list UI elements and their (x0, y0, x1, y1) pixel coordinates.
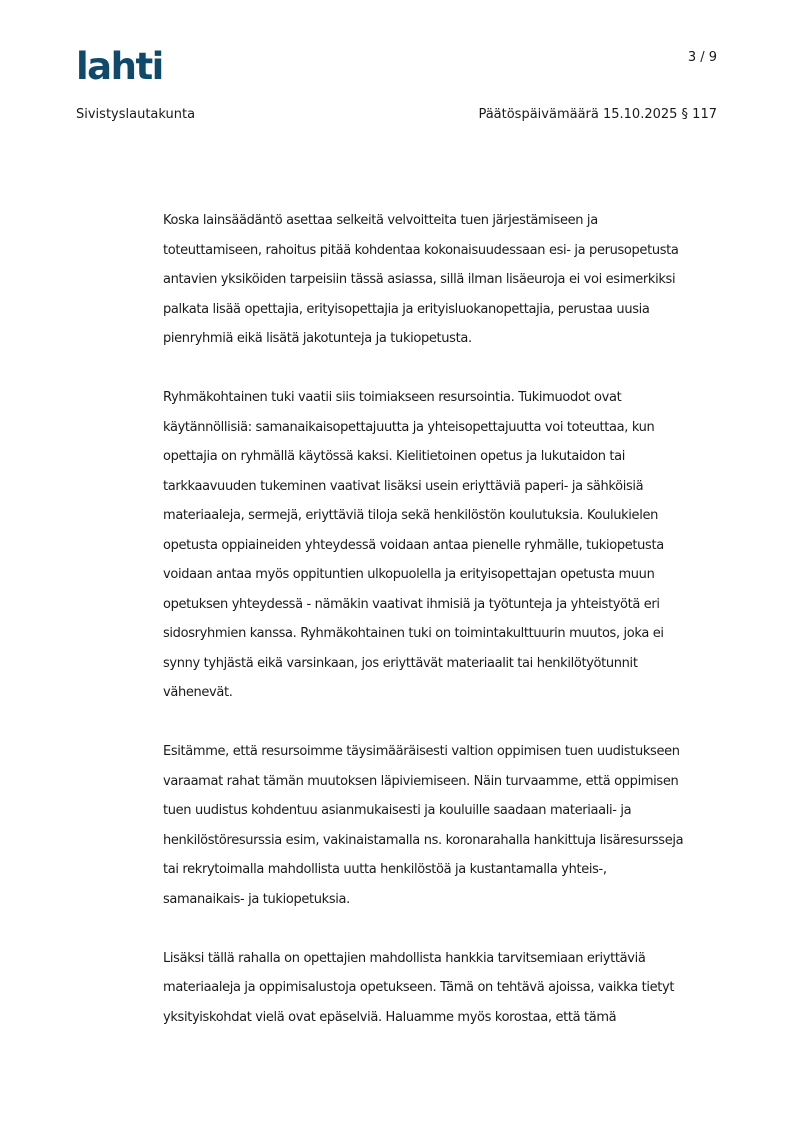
text-line: toteuttamiseen, rahoitus pitää kohdentaa kokonaisuudessaan esi- ja perusopetusta (163, 242, 679, 258)
committee-name: Sivistyslautakunta (76, 107, 196, 122)
document-header (76, 107, 717, 122)
text-line: sidosryhmien kanssa. Ryhmäkohtainen tuki on toimintakulttuurin muutos, joka ei (163, 626, 664, 641)
text-line: voidaan antaa myös oppituntien ulkopuolella ja erityisopettajan opetusta muun (163, 567, 655, 582)
text-line: materiaaleja ja oppimisalustoja opetukseen. Tämä on tehtävä ajoissa, vaikka tietyt (163, 980, 675, 995)
paragraph (163, 944, 723, 1033)
text-line: materiaaleja, sermejä, eriyttäviä tiloja sekä henkilöstön koulutuksia. Koulukielen (163, 508, 659, 523)
text-line: palkata lisää opettajia, erityisopettajia ja erityisluokanopettajia, perustaa uusia (163, 301, 650, 317)
page-number: 3 / 9 (687, 50, 717, 65)
text-line: tuen uudistus kohdentuu asianmukaisesti ja kouluille saadaan materiaali- ja (163, 803, 632, 818)
lahti-logo (76, 44, 172, 84)
text-line: pienryhmiä eikä lisätä jakotunteja ja tukiopetusta. (163, 331, 472, 346)
decision-date: Päätöspäivämäärä 15.10.2025 § 117 (478, 107, 717, 122)
text-line: opetusta oppiaineiden yhteydessä voidaan antaa pienelle ryhmälle, tukiopetusta (163, 537, 664, 553)
document-body (163, 206, 723, 1062)
text-line: antavien yksiköiden tarpeisiin tässä asiassa, sillä ilman lisäeuroja ei voi esimerkiksi (163, 272, 676, 287)
lahti-logo-mark (76, 44, 172, 84)
paragraph (163, 383, 723, 708)
text-line: käytännöllisiä: samanaikaisopettajuutta ja yhteisopettajuutta voi toteuttaa, kun (163, 419, 655, 435)
paragraph (163, 206, 723, 354)
text-line: tai rekrytoimalla mahdollista uutta henkilöstöä ja kustantamalla yhteis-, (163, 862, 607, 877)
paragraph (163, 737, 723, 914)
text-line: samanaikais- ja tukiopetuksia. (163, 891, 350, 907)
text-line: henkilöstöresurssia esim, vakinaistamalla ns. koronarahalla hankittuja lisäresursseja (163, 832, 684, 848)
text-line: yksityiskohdat vielä ovat epäselviä. Haluamme myös korostaa, että tämä (163, 1009, 617, 1025)
text-line: varaamat rahat tämän muutoksen läpiviemiseen. Näin turvaamme, että oppimisen (163, 773, 679, 789)
text-line: vähenevät. (163, 685, 233, 700)
text-line: Esitämme, että resursoimme täysimääräisesti valtion oppimisen tuen uudistukseen (163, 744, 680, 759)
text-line: Ryhmäkohtainen tuki vaatii siis toimiakseen resursointia. Tukimuodot ovat (163, 390, 622, 405)
text-line: Lisäksi tällä rahalla on opettajien mahdollista hankkia tarvitsemiaan eriyttäviä (163, 950, 646, 966)
text-line: opettajia on ryhmällä käytössä kaksi. Kielitietoinen opetus ja lukutaidon tai (163, 449, 626, 464)
text-line: opetuksen yhteydessä - nämäkin vaativat ihmisiä ja työtunteja ja yhteistyötä eri (163, 596, 660, 612)
svg-text:lahti: lahti (76, 45, 163, 84)
text-line: Koska lainsäädäntö asettaa selkeitä velvoitteita tuen järjestämiseen ja (163, 213, 598, 228)
text-line: tarkkaavuuden tukeminen vaativat lisäksi usein eriyttäviä paperi- ja sähköisiä (163, 478, 644, 494)
text-line: synny tyhjästä eikä varsinkaan, jos eriyttävät materiaalit tai henkilötyötunnit (163, 655, 638, 671)
